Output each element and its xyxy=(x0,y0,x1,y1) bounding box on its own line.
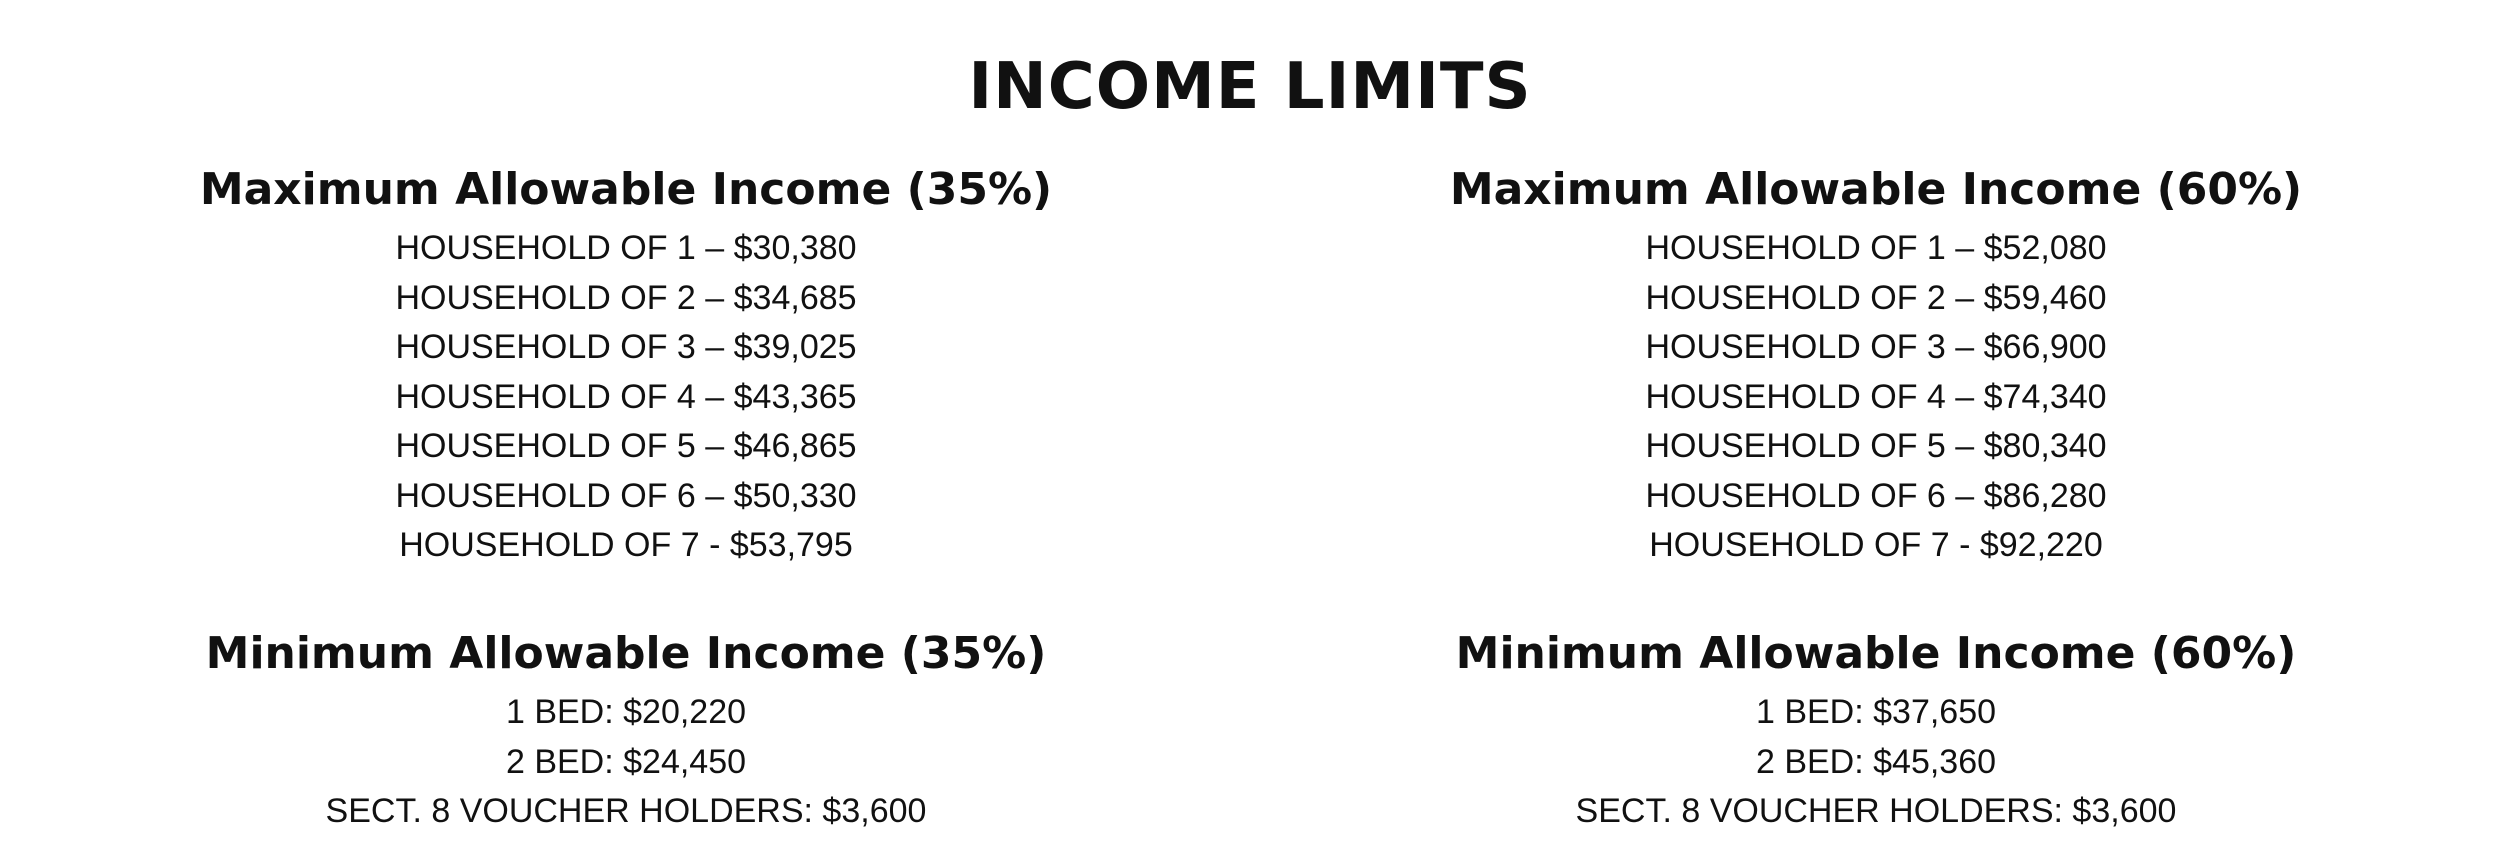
max-income-section-60 xyxy=(1376,156,2376,571)
household-limit-row: HOUSEHOLD OF 3 – $39,025 xyxy=(395,328,857,366)
max-income-list-35 xyxy=(126,224,1126,571)
household-limit-row: HOUSEHOLD OF 5 – $46,865 xyxy=(395,427,857,465)
min-income-heading-60: Minimum Allowable Income (60%) xyxy=(1455,628,2297,679)
household-limit-row: HOUSEHOLD OF 6 – $86,280 xyxy=(1645,476,2107,515)
min-income-row: 1 BED: $20,220 xyxy=(505,693,747,731)
household-limit-row: HOUSEHOLD OF 5 – $80,340 xyxy=(1645,427,2107,465)
max-income-heading-35: Maximum Allowable Income (35%) xyxy=(199,164,1053,215)
min-income-heading-35: Minimum Allowable Income (35%) xyxy=(205,628,1047,679)
min-income-row: 1 BED: $37,650 xyxy=(1755,693,1997,731)
household-limit-row: HOUSEHOLD OF 7 - $53,795 xyxy=(399,526,853,564)
min-income-row: SECT. 8 VOUCHER HOLDERS: $3,600 xyxy=(1575,792,2177,830)
min-income-section-60 xyxy=(1376,620,2376,837)
household-limit-row: HOUSEHOLD OF 3 – $66,900 xyxy=(1645,328,2107,366)
min-income-row: 2 BED: $45,360 xyxy=(1755,742,1997,781)
max-income-list-60 xyxy=(1376,224,2376,571)
household-limit-row: HOUSEHOLD OF 6 – $50,330 xyxy=(395,476,857,515)
page-title: INCOME LIMITS xyxy=(968,50,1532,124)
min-income-list-60 xyxy=(1376,688,2376,837)
min-income-section-35 xyxy=(126,620,1126,837)
min-income-list-35 xyxy=(126,688,1126,837)
household-limit-row: HOUSEHOLD OF 2 – $59,460 xyxy=(1645,278,2107,317)
household-limit-row: HOUSEHOLD OF 7 - $92,220 xyxy=(1649,526,2103,564)
max-income-section-35 xyxy=(126,156,1126,571)
household-limit-row: HOUSEHOLD OF 4 – $43,365 xyxy=(395,377,857,416)
max-income-heading-60: Maximum Allowable Income (60%) xyxy=(1449,164,2303,215)
min-income-row: 2 BED: $24,450 xyxy=(505,742,747,781)
household-limit-row: HOUSEHOLD OF 2 – $34,685 xyxy=(395,278,857,317)
min-income-row: SECT. 8 VOUCHER HOLDERS: $3,600 xyxy=(325,792,927,830)
household-limit-row: HOUSEHOLD OF 4 – $74,340 xyxy=(1645,377,2107,416)
household-limit-row: HOUSEHOLD OF 1 – $52,080 xyxy=(1645,229,2107,267)
household-limit-row: HOUSEHOLD OF 1 – $30,380 xyxy=(395,229,857,267)
